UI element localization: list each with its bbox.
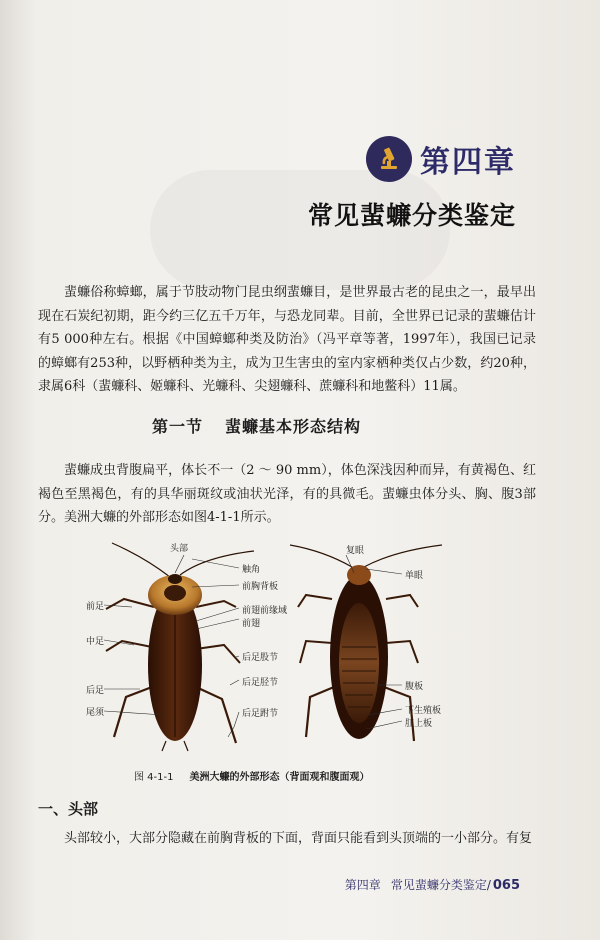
dorsal-cockroach xyxy=(106,543,254,751)
label-pronotum: 前胸背板 xyxy=(242,582,279,592)
chapter-number: 第四章 xyxy=(420,145,516,180)
label-forewing-margin: 前翅前缘域 xyxy=(242,606,288,616)
label-supra-anal-plate: 肛上板 xyxy=(405,719,433,729)
label-midleg: 中足 xyxy=(86,637,105,647)
section-title: 蜚蠊基本形态结构 xyxy=(225,417,362,436)
label-cercus: 尾须 xyxy=(86,708,105,718)
microscope-icon xyxy=(366,136,412,182)
figure-number: 图 4-1-1 xyxy=(134,772,174,783)
page-number: 065 xyxy=(492,878,520,893)
figure-caption-text: 美洲大蠊的外部形态（背面观和腹面观） xyxy=(189,772,370,783)
label-ocellus: 单眼 xyxy=(405,571,424,581)
label-subgenital-plate: 下生殖板 xyxy=(405,706,442,716)
head-paragraph: 头部较小，大部分隐藏在前胸背板的下面，背面只能看到头顶端的一小部分。有复 xyxy=(64,831,533,846)
label-sternite: 腹板 xyxy=(405,682,424,692)
cockroach-figure xyxy=(84,537,484,765)
label-forewing: 前翅 xyxy=(242,619,261,629)
chapter-title: 常见蜚蠊分类鉴定 xyxy=(307,201,516,230)
label-hindleg: 后足 xyxy=(86,686,105,696)
label-antenna: 触角 xyxy=(242,565,261,575)
footer-title: 常见蜚蠊分类鉴定/ xyxy=(390,878,491,892)
figure-caption xyxy=(134,768,369,783)
intro-paragraph: 蜚蠊俗称蟑螂，属于节肢动物门昆虫纲蜚蠊目，是世界最古老的昆虫之一，最早出现在石炭纪初期，距今约三亿五千万年，与恐龙同辈。目前，全世界已记录的蜚蠊估计有5 000种左右。根据《中国蟑螂种类及防治》（冯平章等著，1997年），我国已记录的蟑螂有253种，以野栖种类为主，成为卫生害虫的室内家栖种类仅占少数，约20种，隶属6科（蜚蠊科、姬蠊科、光蠊科、尖翅蠊科、蔗蠊科和地鳖科）11属。 xyxy=(38,285,536,394)
page-footer xyxy=(345,876,520,893)
label-hind-tibia: 后足胫节 xyxy=(242,678,279,688)
label-hind-tarsus: 后足跗节 xyxy=(242,709,279,719)
label-hind-femur: 后足股节 xyxy=(242,653,279,663)
chapter-header xyxy=(366,136,516,182)
subsection-heading: 一、头部 xyxy=(38,800,99,818)
section-heading xyxy=(152,414,361,437)
label-foreleg: 前足 xyxy=(86,602,105,612)
label-compound-eye: 复眼 xyxy=(346,546,365,556)
section-number: 第一节 xyxy=(152,417,204,436)
label-head: 头部 xyxy=(170,544,189,554)
footer-chapter: 第四章 xyxy=(344,878,381,892)
cockroach-illustration xyxy=(84,537,484,765)
section-paragraph: 蜚蠊成虫背腹扁平，体长不一（2 ～ 90 mm），体色深浅因种而异，有黄褐色、红褐色至黑褐色，有的具华丽斑纹或油状光泽，有的具微毛。蜚蠊虫体分头、胸、腹3部分。美洲大蠊的外部形态如图4-1-1所示。 xyxy=(38,463,536,525)
